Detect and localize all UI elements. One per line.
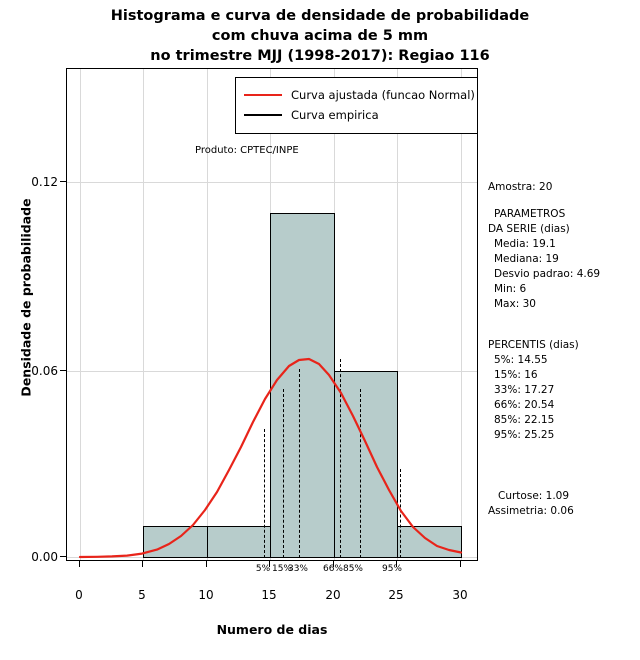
title-line-1: Histograma e curva de densidade de probabilidade [110,8,530,24]
legend-swatch-empirical-icon [244,114,282,116]
forma-group [488,489,638,519]
desvio-padrao-text: Desvio padrao: 4.69 [494,268,601,280]
y-tick-label-012: 0.12 [31,175,58,189]
info-panel [488,180,638,531]
legend-label-fitted: Curva ajustada (funcao Normal) [291,88,475,102]
pct-label-66: 66% [322,564,343,574]
media-text: Media: 19.1 [494,238,556,250]
pct-label-15: 15% [271,564,292,574]
amostra-text: Amostra: 20 [488,181,553,193]
title-line-3: no trimestre MJJ (1998-2017): Regiao 116 [150,48,490,64]
x-axis-label: Numero de dias [216,622,328,637]
legend [235,77,478,134]
x-tick-label-20: 20 [325,588,341,602]
percentil-5-text: 5%: 14.55 [494,354,548,366]
pct-label-33: 33% [287,564,308,574]
y-tick-label-000: 0.00 [31,550,58,564]
x-tick-label-5: 5 [138,588,146,602]
legend-swatch-fitted-icon [244,94,282,96]
x-tick-mark-10 [206,561,207,567]
percentis-header: PERCENTIS (dias) [488,339,579,351]
y-tick-label-006: 0.06 [31,364,58,378]
percentil-15-text: 15%: 16 [494,369,538,381]
title-line-2: com chuva acima de 5 mm [211,28,429,44]
percentil-85-text: 85%: 22.15 [494,414,555,426]
curtose-text: Curtose: 1.09 [498,490,570,502]
x-tick-label-25: 25 [388,588,404,602]
min-text: Min: 6 [494,283,527,295]
y-axis-label: Densidade de probabilidade [18,198,34,397]
x-tick-mark-5 [142,561,143,567]
pct-label-85: 85% [342,564,363,574]
x-tick-label-15: 15 [261,588,277,602]
x-tick-mark-30 [460,561,461,567]
fitted-normal-curve [67,69,478,561]
percentil-95-text: 95%: 25.25 [494,429,555,441]
mediana-text: Mediana: 19 [494,253,559,265]
percentil-33-text: 33%: 17.27 [494,384,555,396]
x-tick-label-30: 30 [452,588,468,602]
amostra-group [488,180,638,195]
percentil-66-text: 66%: 20.54 [494,399,555,411]
produto-annotation: Produto: CPTEC/INPE [195,145,299,156]
pct-label-5: 5% [255,564,271,574]
max-text: Max: 30 [494,298,536,310]
page-title [0,6,640,66]
pct-label-95: 95% [381,564,402,574]
parametros-header-1: PARAMETROS [494,208,566,220]
percentis-group [488,338,638,443]
x-tick-label-10: 10 [198,588,214,602]
legend-item-fitted [244,85,476,105]
parametros-group [488,207,638,312]
plot-area [66,68,478,561]
parametros-header-2: DA SERIE (dias) [488,223,570,235]
legend-label-empirical: Curva empirica [291,108,379,122]
x-tick-label-0: 0 [75,588,83,602]
legend-item-empirical [244,105,476,125]
x-tick-mark-0 [79,561,80,567]
assimetria-text: Assimetria: 0.06 [488,505,574,517]
